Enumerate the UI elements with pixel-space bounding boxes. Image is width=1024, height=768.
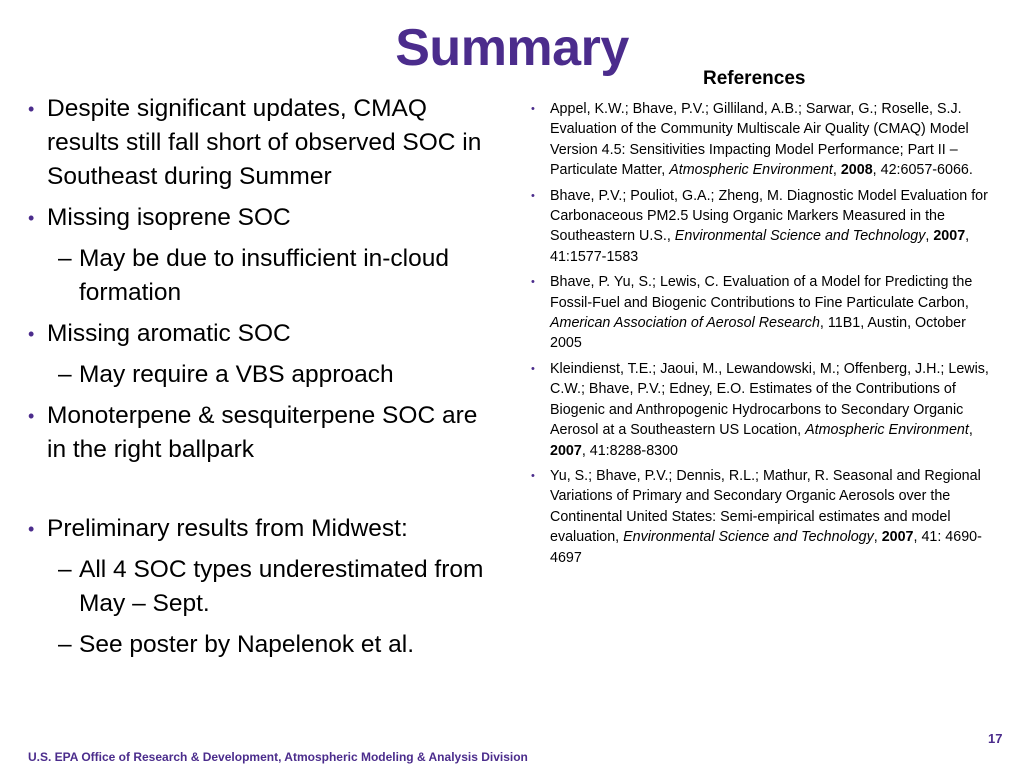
sub-bullet-text: May be due to insufficient in-cloud formation [79,245,449,306]
reference-volume-pages: , 41:8288-8300 [581,442,679,459]
bullet-marker: • [531,276,535,289]
reference-item [531,186,1001,268]
bullet-item [28,399,498,467]
bullet-marker: • [28,406,35,426]
reference-journal: Environmental Science and Technology [623,529,874,546]
reference-volume-pages: , 41:1577-1583 [550,228,970,265]
reference-volume-pages: , 42:6057-6066. [872,162,973,179]
bullet-marker: • [28,208,35,228]
sub-bullet-text: May require a VBS approach [79,361,394,388]
reference-authors: Bhave, P. Yu, S.; Lewis, C. Evaluation of a Model for Predicting the Fossil-Fuel and Biogenic Contributions to Fine Particulate Carbon, [550,274,973,311]
bullet-text: Missing aromatic SOC [47,320,291,347]
reference-item [531,272,1001,354]
reference-year: 2008 [840,162,873,179]
reference-authors: Appel, K.W.; Bhave, P.V.; Gilliland, A.B.; Sarwar, G.; Roselle, S.J. Evaluation of the Community Multiscale Air Quality (CMAQ) Model Version 4.5: Sensitivities Impacting Model Performance; Part II – Particulate Matter, [550,101,969,179]
dash-marker: – [58,556,72,583]
reference-authors: Bhave, P.V.; Pouliot, G.A.; Zheng, M. Diagnostic Model Evaluation for Carbonaceous PM2.5 Using Organic Markers Measured in the Southeastern U.S., [550,187,988,245]
sub-bullet-item [28,553,498,621]
dash-marker: – [58,245,72,272]
bullet-text: Despite significant updates, CMAQ results still fall short of observed SOC in Southeast during Summer [47,95,482,190]
reference-volume-pages: , 41: 4690-4697 [550,529,982,566]
bullet-marker: • [531,103,535,115]
bullet-item [28,201,498,235]
reference-separator: , [873,529,882,546]
reference-year: 2007 [933,228,966,245]
dash-marker: – [58,361,72,388]
reference-journal: Atmospheric Environment [669,162,833,179]
bullet-item [28,92,498,194]
reference-separator: , [968,422,973,439]
bullet-text: Missing isoprene SOC [47,204,291,231]
reference-item [531,359,1001,461]
reference-item [531,99,1001,181]
sub-bullet-text: All 4 SOC types underestimated from May – Sept. [79,556,484,617]
sub-bullet-item [28,358,498,392]
page-number: 17 [988,731,1003,746]
reference-journal: American Association of Aerosol Research [550,315,820,332]
bullet-marker: • [531,362,535,375]
bullet-marker: • [28,324,35,344]
slide-footer: U.S. EPA Office of Research & Development, Atmospheric Modeling & Analysis Division [28,750,528,764]
reference-separator: , [925,228,934,245]
bullet-marker: • [28,519,35,539]
reference-separator: , [832,162,841,179]
references-heading: References [703,68,806,89]
references-list [531,99,1001,573]
summary-bullet-list [28,92,498,669]
sub-bullet-item [28,628,498,662]
bullet-text: Monoterpene & sesquiterpene SOC are in the right ballpark [47,402,478,463]
bullet-marker: • [531,469,535,482]
bullet-text: Preliminary results from Midwest: [47,515,408,542]
reference-year: 2007 [881,529,914,546]
bullet-marker: • [531,189,535,202]
reference-separator: , 11B1, Austin, October 2005 [550,315,966,352]
bullet-item [28,317,498,351]
reference-authors: Yu, S.; Bhave, P.V.; Dennis, R.L.; Mathur, R. Seasonal and Regional Variations of Primary and Secondary Organic Aerosols over the Continental United States: Semi-empirical estimates and model evaluation, [550,467,981,546]
sub-bullet-text: See poster by Napelenok et al. [79,631,415,658]
reference-authors: Kleindienst, T.E.; Jaoui, M., Lewandowski, M.; Offenberg, J.H.; Lewis, C.W.; Bhave, P.V.; Edney, E.O. Estimates of the Contributions of Biogenic and Anthropogenic Hydrocarbons to Secondary Organic Aerosol at a Southeastern US Location, [550,360,989,439]
sub-bullet-item [28,242,498,310]
bullet-marker: • [28,99,35,119]
reference-item [531,466,1001,568]
dash-marker: – [58,631,72,658]
bullet-item [28,512,498,546]
reference-journal: Atmospheric Environment [805,422,969,439]
reference-journal: Environmental Science and Technology [674,228,926,245]
spacer [28,474,498,512]
slide-title: Summary [395,19,629,77]
reference-year: 2007 [550,442,582,459]
